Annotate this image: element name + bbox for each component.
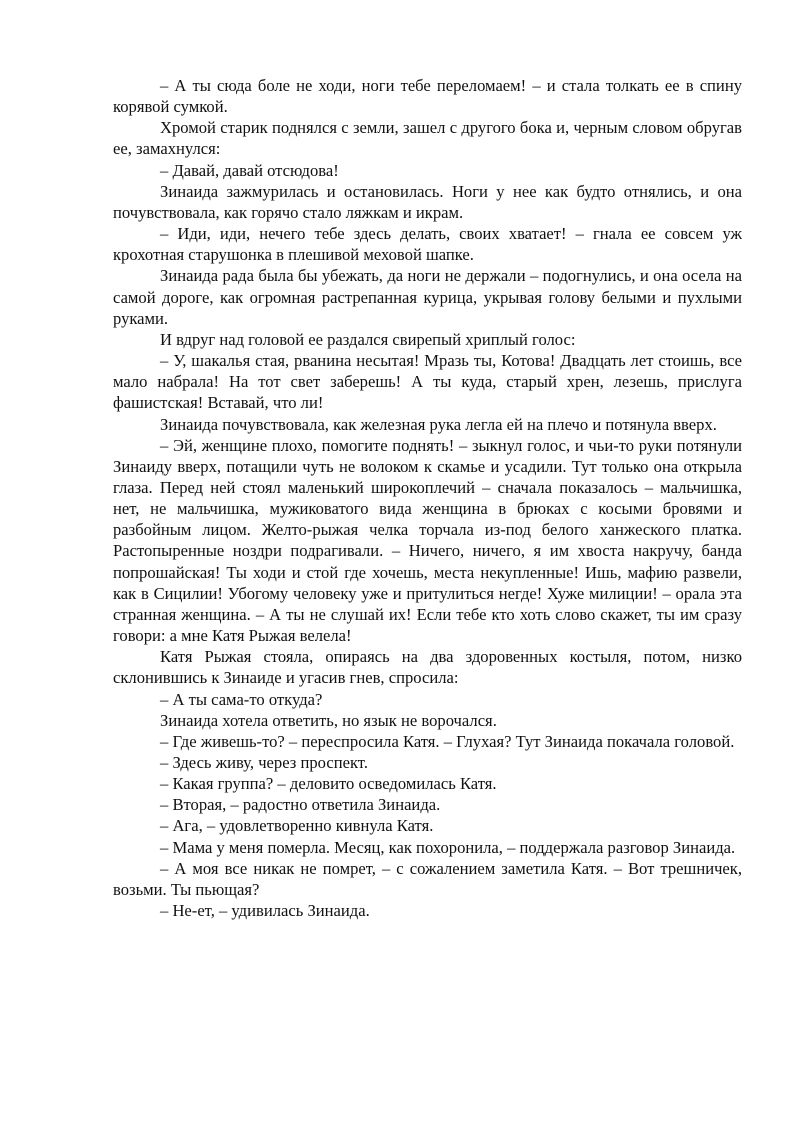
paragraph: – Не-ет, – удивилась Зинаида. <box>160 901 370 921</box>
paragraph: – Какая группа? – деловито осведомилась Катя. <box>160 774 497 794</box>
paragraph: Зинаида рада была бы убежать, да ноги не держали – подогнулись, и она осела на самой дороге, как огромная растрепанная курица, укрывая голову белыми и пухлыми руками. <box>113 266 742 328</box>
paragraph: Хромой старик поднялся с земли, зашел с другого бока и, черным словом обругав ее, замахнулся: <box>113 118 742 159</box>
paragraph: – Ага, – удовлетворенно кивнула Катя. <box>160 816 434 836</box>
paragraph: И вдруг над головой ее раздался свирепый хриплый голос: <box>160 329 576 349</box>
paragraph: – А моя все никак не помрет, – с сожалением заметила Катя. – Вот трешничек, возьми. Ты пьющая? <box>113 858 742 899</box>
paragraph: – Эй, женщине плохо, помогите поднять! – зыкнул голос, и чьи-то руки потянули Зинаиду вверх, потащили чуть не волоком к скамье и усадили. Тут только она открыла глаза. Перед ней стоял маленький широкоплечий – сначала показалось – мальчишка, нет, не мальчишка, мужиковатого вида женщина в брюках с косыми бровями и разбойным лицом. Желто-рыжая челка торчала из-под белого ханжеского платка. Растопыренные ноздри подрагивали. – Ничего, ничего, я им хвоста накручу, банда попрошайская! Ты ходи и стой где хочешь, места некупленные! Ишь, мафию развели, как в Сицилии! Убогому человеку уже и притулиться негде! Хуже милиции! – орала эта странная женщина. – А ты не слушай их! Если тебе кто хоть слово скажет, ты им сразу говори: а мне Катя Рыжая велела! <box>113 435 742 646</box>
paragraph: – А ты сюда боле не ходи, ноги тебе переломаем! – и стала толкать ее в спину корявой сумкой. <box>113 76 742 117</box>
body-text <box>113 75 742 921</box>
paragraph: Зинаида зажмурилась и остановилась. Ноги у нее как будто отнялись, и она почувствовала, как горячо стало ляжкам и икрам. <box>113 181 742 222</box>
paragraph: Катя Рыжая стояла, опираясь на два здоровенных костыля, потом, низко склонившись к Зинаиде и угасив гнев, спросила: <box>113 647 742 688</box>
paragraph: – У, шакалья стая, рванина несытая! Мразь ты, Котова! Двадцать лет стоишь, все мало набрала! На тот свет заберешь! А ты куда, старый хрен, лезешь, прислуга фашистская! Вставай, что ли! <box>113 351 742 413</box>
paragraph: – А ты сама-то откуда? <box>160 689 323 709</box>
paragraph: – Здесь живу, через проспект. <box>160 753 368 772</box>
paragraph: – Где живешь-то? – переспросила Катя. – Глухая? Тут Зинаида покачала головой. <box>160 731 735 751</box>
paragraph: Зинаида хотела ответить, но язык не ворочался. <box>160 710 497 730</box>
paragraph: – Иди, иди, нечего тебе здесь делать, своих хватает! – гнала ее совсем уж крохотная старушонка в плешивой меховой шапке. <box>113 224 742 265</box>
paragraph: – Давай, давай отсюдова! <box>160 160 339 180</box>
paragraph: Зинаида почувствовала, как железная рука легла ей на плечо и потянула вверх. <box>160 414 717 434</box>
paragraph: – Мама у меня померла. Месяц, как похоронила, – поддержала разговор Зинаида. <box>160 837 736 857</box>
paragraph: – Вторая, – радостно ответила Зинаида. <box>160 795 441 815</box>
